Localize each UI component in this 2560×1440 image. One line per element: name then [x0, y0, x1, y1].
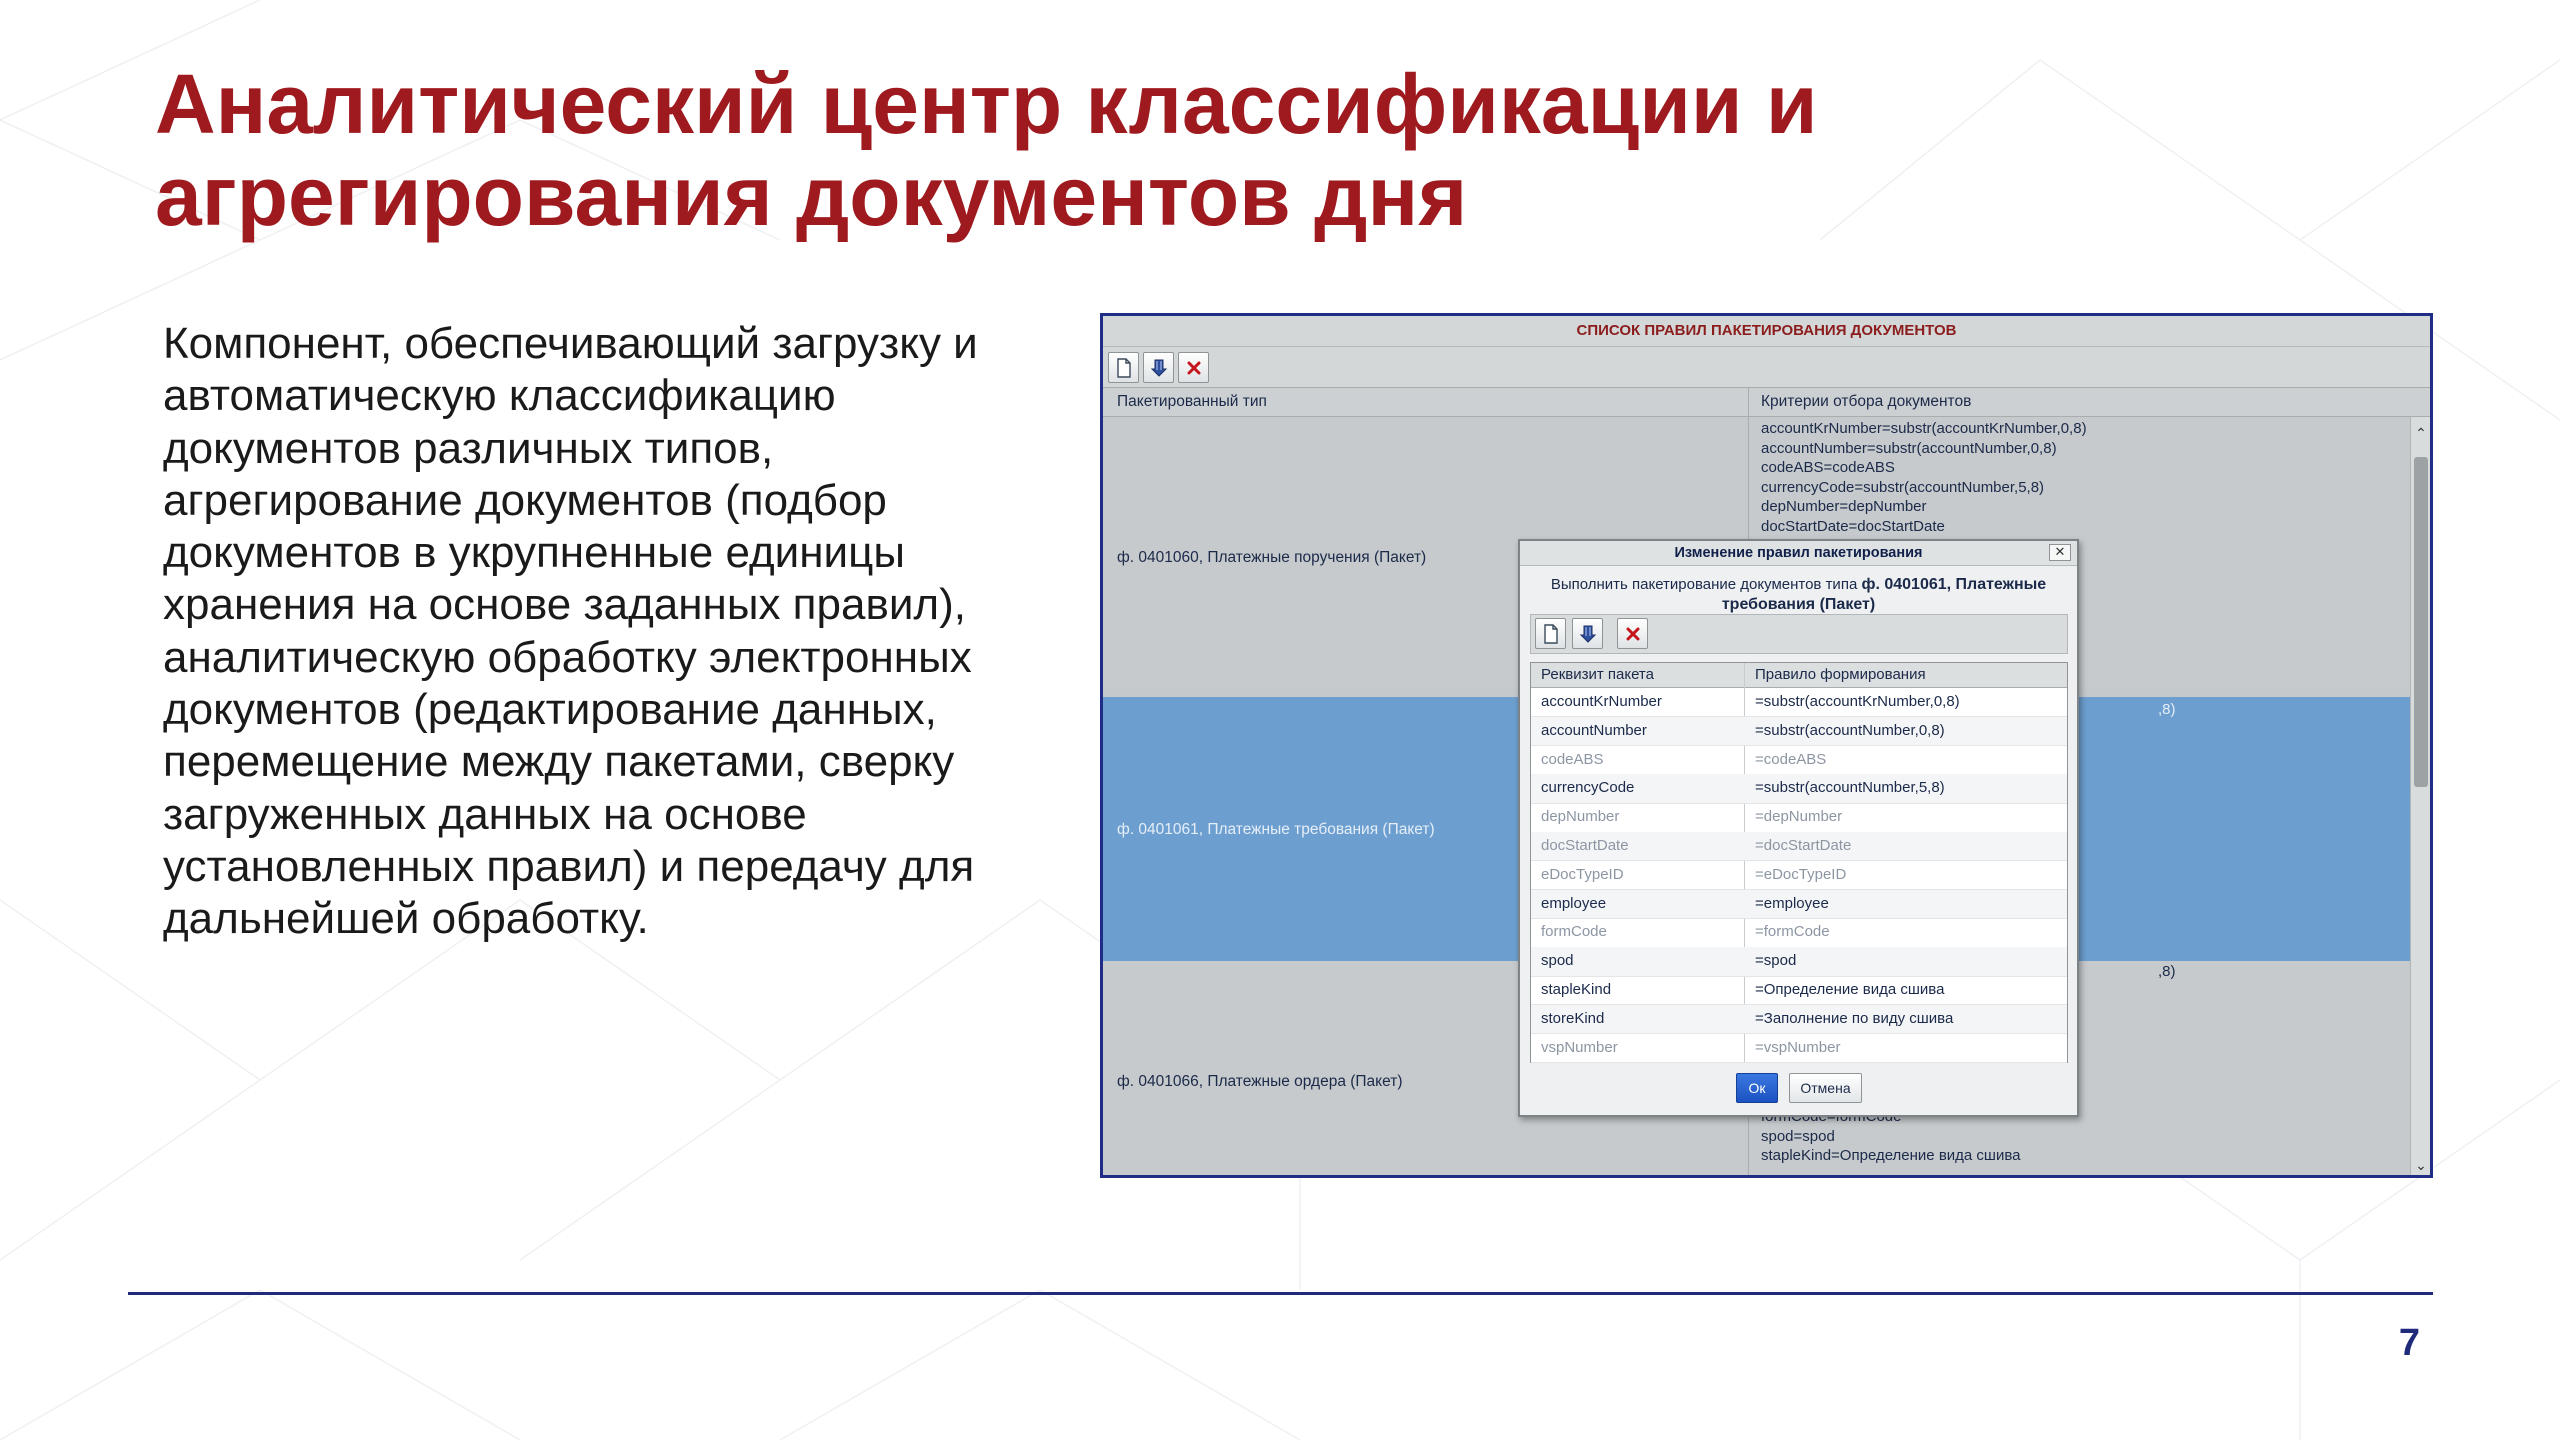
- dialog-grid-row[interactable]: [1531, 746, 2067, 775]
- attribute-cell: depNumber: [1541, 808, 1620, 826]
- dialog-grid-row[interactable]: [1531, 976, 2067, 1005]
- slide-description: [163, 318, 1093, 946]
- description-line: установленных правил) и передачу для: [163, 841, 975, 891]
- dialog-message-doc-type-cont: требования (Пакет): [1721, 596, 1876, 613]
- scrollbar-thumb[interactable]: [2414, 457, 2428, 787]
- rules-table-header: [1103, 388, 2430, 417]
- description-line: хранения на основе заданных правил),: [163, 580, 966, 630]
- attribute-cell: stapleKind: [1541, 981, 1612, 998]
- criteria-line: docStartDate=docStartDate: [1761, 517, 1945, 535]
- edit-rules-dialog: [1518, 539, 2079, 1117]
- description-line: автоматическую классификацию: [163, 371, 836, 421]
- attribute-cell: vspNumber: [1541, 1038, 1618, 1056]
- dialog-grid-row[interactable]: [1531, 861, 2067, 890]
- chevron-down-icon[interactable]: ⌄: [2415, 1157, 2427, 1173]
- criteria-line: spod=spod: [1761, 1127, 1835, 1145]
- new-document-icon: [1541, 624, 1561, 644]
- rule-cell: =formCode: [1755, 923, 1830, 941]
- attribute-cell: codeABS: [1541, 750, 1604, 768]
- criteria-line: depNumber=depNumber: [1761, 498, 1927, 515]
- delete-x-icon: [1184, 358, 1204, 378]
- save-rule-button[interactable]: [1143, 352, 1174, 383]
- rule-cell: =codeABS: [1755, 750, 1827, 768]
- save-down-icon: [1578, 624, 1598, 644]
- rule-cell: =spod: [1755, 952, 1797, 970]
- description-line: загруженных данных на основе: [163, 789, 807, 839]
- rule-cell: =substr(accountKrNumber,0,8): [1755, 693, 1960, 710]
- dialog-grid-row[interactable]: [1531, 1005, 2067, 1034]
- save-down-icon: [1149, 358, 1169, 378]
- attribute-cell: accountNumber: [1541, 721, 1647, 739]
- ok-button[interactable]: Ок: [1736, 1073, 1778, 1103]
- row-type-label: ф. 0401061, Платежные требования (Пакет): [1117, 821, 1435, 838]
- delete-rule-button[interactable]: [1178, 352, 1209, 383]
- dialog-message-doc-type: ф. 0401061, Платежные: [1861, 576, 2047, 593]
- vertical-scrollbar[interactable]: [2410, 417, 2431, 1177]
- dialog-rules-grid: [1530, 662, 2068, 1063]
- slide-title: [155, 58, 2405, 242]
- chevron-up-icon[interactable]: ⌃: [2415, 425, 2427, 441]
- close-icon[interactable]: ✕: [2049, 544, 2071, 561]
- column-header-criteria: Критерии отбора документов: [1761, 393, 1972, 410]
- dialog-grid-row[interactable]: [1531, 918, 2067, 947]
- dialog-grid-row[interactable]: [1531, 947, 2067, 976]
- dialog-toolbar: [1530, 614, 2068, 654]
- criteria-line: currencyCode=substr(accountNumber,5,8): [1761, 478, 2045, 496]
- description-line: Компонент, обеспечивающий загрузку и: [163, 319, 978, 368]
- window-toolbar: [1103, 347, 2430, 388]
- cancel-button[interactable]: Отмена: [1789, 1073, 1862, 1103]
- row-type-label: ф. 0401060, Платежные поручения (Пакет): [1117, 549, 1427, 566]
- rule-cell: =vspNumber: [1755, 1038, 1841, 1056]
- criteria-peek: ,8): [2158, 963, 2176, 980]
- dialog-grid-row[interactable]: [1531, 1034, 2067, 1063]
- dialog-delete-button[interactable]: [1617, 618, 1648, 649]
- new-document-icon: [1114, 358, 1134, 378]
- description-line: перемещение между пакетами, сверку: [163, 737, 955, 787]
- column-header-rule: Правило формирования: [1755, 666, 1926, 683]
- dialog-message: [1530, 575, 2067, 615]
- dialog-grid-row[interactable]: [1531, 803, 2067, 832]
- rule-cell: =Определение вида сшива: [1755, 981, 1945, 998]
- rule-cell: =depNumber: [1755, 808, 1843, 826]
- window-title: СПИСОК ПРАВИЛ ПАКЕТИРОВАНИЯ ДОКУМЕНТОВ: [1103, 316, 2430, 347]
- rule-cell: =substr(accountNumber,5,8): [1755, 779, 1945, 797]
- description-line: аналитическую обработку электронных: [163, 632, 972, 682]
- dialog-grid-row[interactable]: [1531, 774, 2067, 803]
- criteria-line: stapleKind=Определение вида сшива: [1761, 1147, 2021, 1164]
- rule-cell: =eDocTypeID: [1755, 865, 1847, 883]
- attribute-cell: docStartDate: [1541, 837, 1629, 854]
- description-line: документов в укрупненные единицы: [163, 528, 905, 578]
- description-line: документов (редактирование данных,: [163, 685, 937, 735]
- description-line: дальнейшей обработку.: [163, 894, 649, 944]
- row-type-label: ф. 0401066, Платежные ордера (Пакет): [1117, 1073, 1403, 1090]
- dialog-grid-row[interactable]: [1531, 832, 2067, 861]
- attribute-cell: accountKrNumber: [1541, 693, 1662, 710]
- row-criteria: [1761, 419, 2087, 536]
- attribute-cell: employee: [1541, 894, 1607, 912]
- attribute-cell: spod: [1541, 952, 1574, 970]
- dialog-grid-header: [1531, 663, 2067, 688]
- description-line: документов различных типов,: [163, 423, 774, 473]
- slide-title-line: агрегирования документов дня: [155, 149, 1468, 243]
- dialog-new-button[interactable]: [1535, 618, 1566, 649]
- column-header-attribute: Реквизит пакета: [1541, 666, 1654, 683]
- attribute-cell: eDocTypeID: [1541, 865, 1624, 883]
- rule-cell: =employee: [1755, 894, 1829, 912]
- dialog-title: Изменение правил пакетирования: [1520, 541, 2077, 566]
- rule-cell: =substr(accountNumber,0,8): [1755, 721, 1945, 739]
- criteria-line: accountNumber=substr(accountNumber,0,8): [1761, 439, 2057, 457]
- dialog-save-button[interactable]: [1572, 618, 1603, 649]
- slide-title-line: Аналитический центр классификации и: [155, 57, 1818, 151]
- criteria-peek: ,8): [2158, 701, 2176, 718]
- criteria-line: accountKrNumber=substr(accountKrNumber,0,8): [1761, 420, 2087, 437]
- dialog-message-text: Выполнить пакетирование документов типа: [1550, 576, 1858, 593]
- footer-divider: [128, 1292, 2433, 1295]
- dialog-grid-row[interactable]: [1531, 688, 2067, 717]
- rule-cell: =docStartDate: [1755, 837, 1852, 854]
- attribute-cell: formCode: [1541, 923, 1607, 941]
- criteria-line: codeABS=codeABS: [1761, 459, 1895, 476]
- dialog-grid-row[interactable]: [1531, 890, 2067, 919]
- attribute-cell: storeKind: [1541, 1009, 1605, 1027]
- delete-x-icon: [1623, 624, 1643, 644]
- page-number: 7: [2398, 1322, 2420, 1364]
- rule-cell: =Заполнение по виду сшива: [1755, 1009, 1954, 1027]
- dialog-grid-row[interactable]: [1531, 717, 2067, 746]
- new-rule-button[interactable]: [1108, 352, 1139, 383]
- attribute-cell: currencyCode: [1541, 779, 1635, 797]
- column-header-type: Пакетированный тип: [1117, 393, 1267, 410]
- description-line: агрегирование документов (подбор: [163, 475, 887, 525]
